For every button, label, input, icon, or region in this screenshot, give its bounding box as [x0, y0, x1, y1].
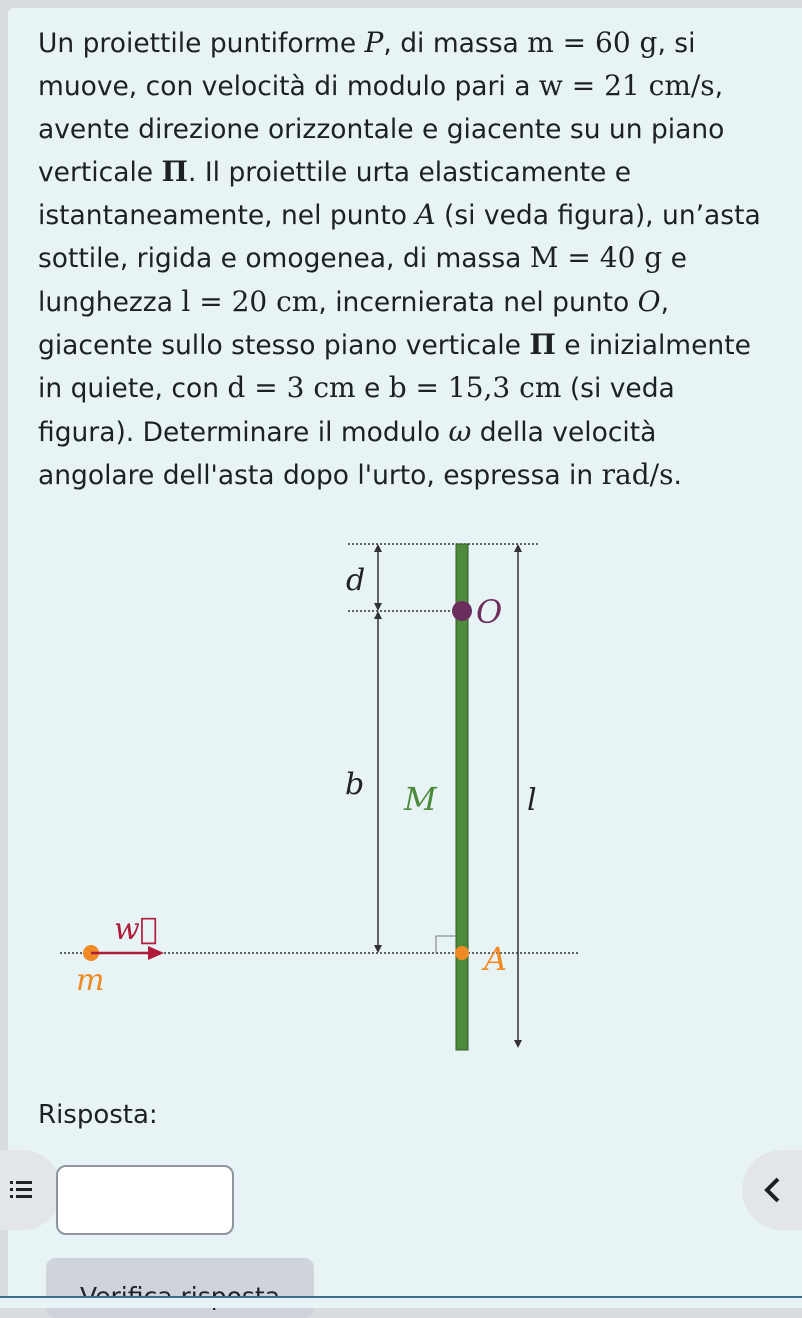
- math-d: d = 3 cm: [227, 371, 356, 405]
- math-mass: m = 60 g: [527, 26, 658, 59]
- answer-input[interactable]: [56, 1165, 234, 1235]
- math-length: l = 20 cm: [181, 284, 319, 318]
- label-l: l: [527, 783, 537, 818]
- math-velocity: w = 21 cm/s: [538, 69, 715, 103]
- label-A: A: [484, 940, 508, 978]
- list-icon: [10, 1179, 32, 1201]
- text-segment: e lunghezza: [38, 243, 687, 318]
- label-m: m: [76, 963, 105, 998]
- d-arrow-up: [374, 544, 382, 552]
- label-w: w⃗: [114, 912, 158, 947]
- label-O: O: [476, 593, 503, 631]
- check-answer-button[interactable]: [46, 1258, 314, 1318]
- text-segment: , giacente sullo stesso piano verticale: [38, 286, 670, 362]
- text-segment: , incernierata nel punto: [318, 286, 638, 318]
- right-angle-mark: [436, 936, 456, 953]
- rod-diagram: [0, 528, 802, 1068]
- text-segment: Un proiettile puntiforme: [38, 28, 365, 59]
- question-paragraph: [38, 22, 768, 497]
- question-text: [38, 22, 768, 497]
- b-arrow-up: [374, 611, 382, 619]
- impact-point: [455, 946, 469, 960]
- l-arrow-down: [514, 1040, 522, 1048]
- math-omega: ω: [448, 414, 472, 448]
- text-segment: (si veda figura). Determinare il modulo: [38, 373, 675, 448]
- label-b: b: [345, 767, 365, 802]
- d-arrow-down: [374, 603, 382, 611]
- text-segment: .: [673, 459, 682, 491]
- math-b: b = 15,3 cm: [388, 371, 562, 405]
- text-segment: , di massa: [383, 28, 528, 59]
- text-segment: , si muove, con velocità di modulo pari a: [38, 28, 696, 103]
- pivot-point: [452, 601, 472, 621]
- text-segment: (si veda figura), un’asta sottile, rigida e omogenea, di massa: [38, 200, 761, 275]
- text-segment: , avente direzione orizzontale e giacente su un piano verticale: [38, 71, 725, 188]
- bottom-bar: [0, 1296, 802, 1308]
- velocity-arrow-head: [148, 946, 164, 960]
- math-point-A: A: [415, 198, 436, 232]
- label-d: d: [346, 563, 366, 598]
- math-rod-mass: M = 40 g: [529, 241, 663, 275]
- b-arrow-down: [374, 945, 382, 953]
- math-unit: rad/s: [601, 457, 674, 491]
- text-segment: e inizialmente in quiete, con: [38, 330, 751, 405]
- math-plane: Π: [529, 328, 556, 362]
- answer-label: Risposta:: [38, 1100, 158, 1130]
- math-plane: Π: [161, 154, 188, 188]
- text-segment: e: [355, 373, 389, 405]
- text-segment: della velocità angolare dell'asta dopo l'urto, espressa in: [38, 416, 657, 491]
- l-arrow-up: [514, 544, 522, 552]
- chevron-left-icon: [762, 1176, 782, 1204]
- math-P: P: [364, 26, 384, 59]
- text-segment: . Il proiettile urta elasticamente e istantaneamente, nel punto: [38, 156, 632, 232]
- math-point-O: O: [637, 284, 661, 318]
- label-M: M: [404, 780, 437, 818]
